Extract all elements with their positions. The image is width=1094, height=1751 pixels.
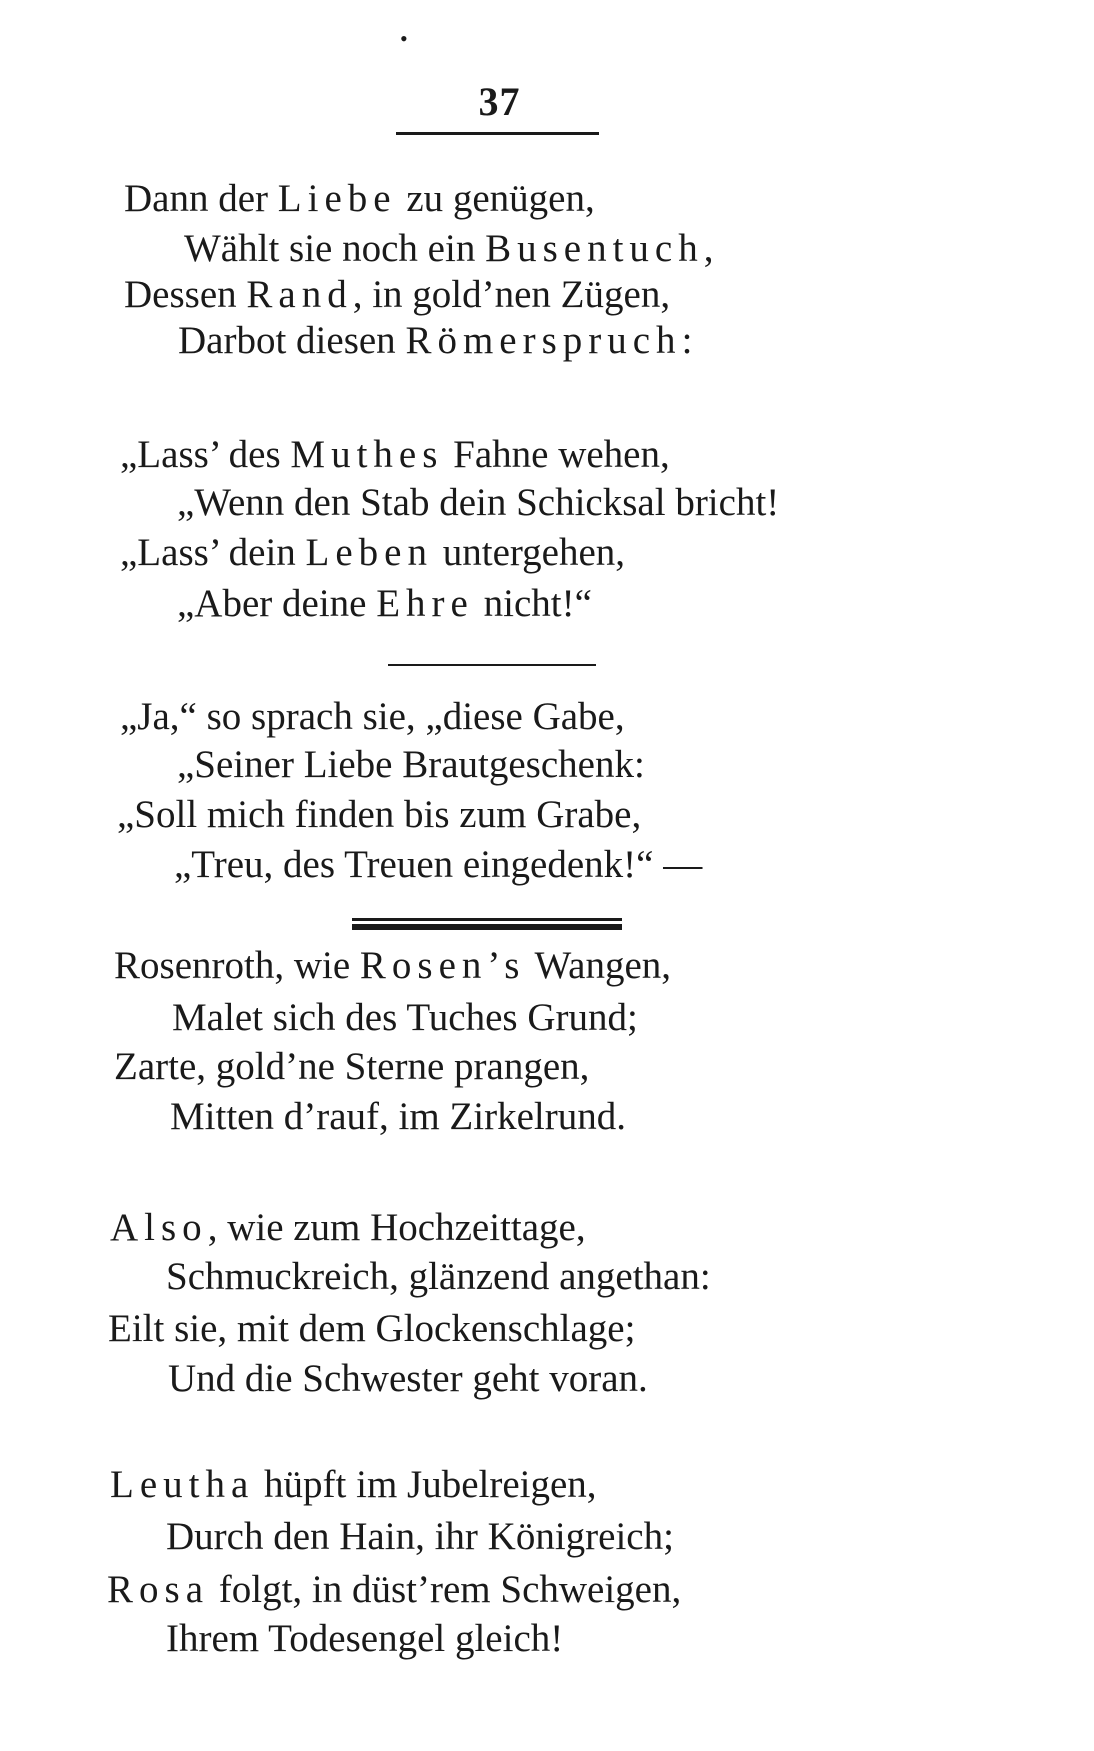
spaced-emphasis: Liebe: [277, 177, 397, 220]
header-rule: [396, 132, 599, 135]
poem-line: Mitten d’rauf, im Zirkelrund.: [170, 1095, 626, 1138]
poem-line: Schmuckreich, glänzend angethan:: [166, 1255, 711, 1298]
poem-line: „Treu, des Treuen eingedenk!“ —: [174, 843, 703, 886]
ornament-dot: •: [400, 26, 408, 51]
poem-line: „Lass’ dein Leben untergehen,: [120, 531, 626, 574]
spaced-emphasis: Römerspruch: [405, 319, 682, 362]
poem-line: „Seiner Liebe Brautgeschenk:: [177, 743, 645, 786]
page-number-text: 37: [478, 79, 521, 124]
spaced-emphasis: Rosen’s: [359, 944, 526, 987]
poem-line: Leutha hüpft im Jubelreigen,: [110, 1463, 597, 1506]
poem-line: Dessen Rand, in gold’nen Zügen,: [124, 273, 671, 316]
poem-line: Wählt sie noch ein Busentuch,: [184, 227, 714, 270]
poem-line: „Ja,“ so sprach sie, „diese Gabe,: [120, 695, 625, 738]
spaced-emphasis: Leben: [305, 531, 433, 574]
poem-line: Rosa folgt, in düst’rem Schweigen,: [107, 1568, 682, 1611]
poem-line: „Lass’ des Muthes Fahne wehen,: [120, 433, 670, 476]
poem-line: Also, wie zum Hochzeittage,: [110, 1206, 586, 1249]
poem-line: Malet sich des Tuches Grund;: [172, 996, 638, 1039]
poem-line: Rosenroth, wie Rosen’s Wangen,: [114, 944, 672, 987]
poem-line: Zarte, gold’ne Sterne prangen,: [114, 1045, 590, 1088]
section-divider-thin: [388, 664, 596, 666]
spaced-emphasis: Rand: [246, 273, 353, 316]
poem-line: Ihrem Todesengel gleich!: [166, 1617, 564, 1660]
poem-line: „Aber deine Ehre nicht!“: [177, 582, 592, 625]
poem-line: Und die Schwester geht voran.: [168, 1357, 648, 1400]
spaced-emphasis: Ehre: [376, 582, 474, 625]
poem-line: „Wenn den Stab dein Schicksal bricht!: [177, 481, 780, 524]
spaced-emphasis: Rosa: [107, 1568, 209, 1611]
spaced-emphasis: Also: [110, 1206, 208, 1249]
section-divider-double: [352, 918, 622, 930]
poem-line: „Soll mich finden bis zum Grabe,: [117, 793, 642, 836]
poem-line: Durch den Hain, ihr Königreich;: [166, 1515, 674, 1558]
spaced-emphasis: Leutha: [110, 1463, 255, 1506]
poem-line: Dann der Liebe zu genügen,: [124, 177, 595, 220]
spaced-emphasis: Muthes: [290, 433, 444, 476]
page-number: [0, 78, 1094, 125]
poem-line: Eilt sie, mit dem Glockenschlage;: [108, 1307, 636, 1350]
spaced-emphasis: Busentuch: [485, 227, 704, 270]
poem-line: Darbot diesen Römerspruch:: [178, 319, 693, 362]
